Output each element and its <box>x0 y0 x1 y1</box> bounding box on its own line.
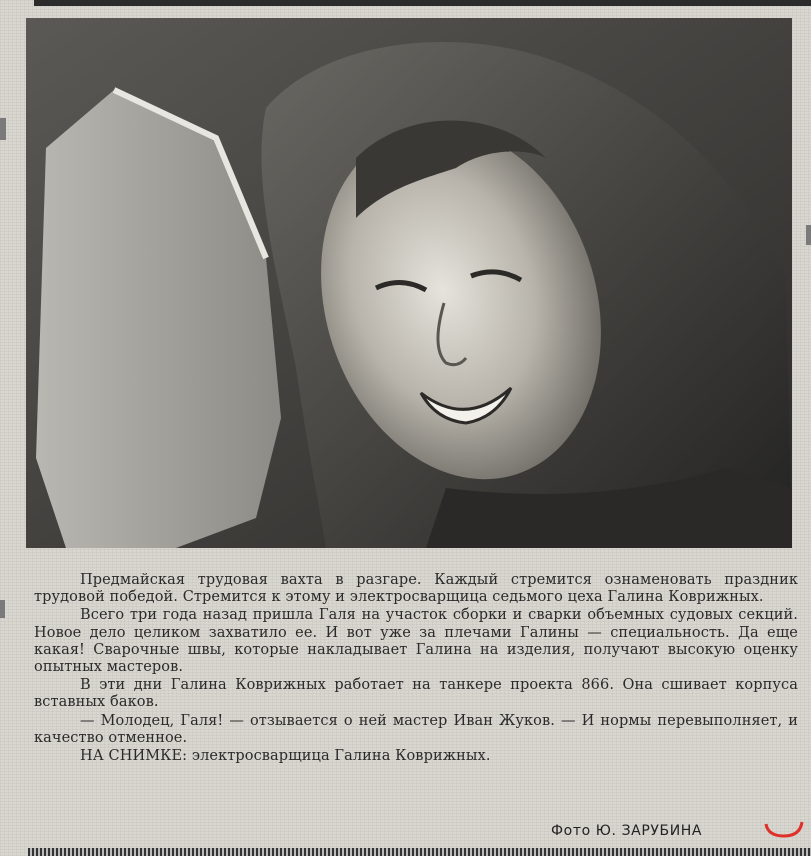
portrait-photo <box>26 18 792 548</box>
article-paragraph: Всего три года назад пришла Галя на участок сборки и сварки объемных судовых секций. Новое дело целиком захватило ее. И вот уже за плечами Галины — специальность. Да еще какая! Сварочные швы, которые накладывает Галина на изделия, получают высокую оценку опытных мастеров. <box>34 607 798 676</box>
article-body <box>34 572 798 766</box>
article-paragraph: — Молодец, Галя! — отзывается о ней мастер Иван Жуков. — И нормы перевыполняет, и качество отменное. <box>34 712 798 746</box>
article-paragraph: В эти дни Галина Коврижных работает на танкере проекта 866. Она сшивает корпуса вставных баков. <box>34 677 798 711</box>
top-rule <box>34 0 811 6</box>
photo-caption: НА СНИМКЕ: электросварщица Галина Коврижных. <box>80 748 491 765</box>
article-paragraph: Предмайская трудовая вахта в разгаре. Каждый стремится ознаменовать праздник трудовой победой. Стремится к этому и электросварщица седьмого цеха Галина Коврижных. <box>34 572 798 606</box>
bottom-rule <box>28 848 811 856</box>
margin-mark <box>0 118 6 140</box>
red-underline-mark <box>762 818 806 840</box>
photo-credit: Фото Ю. ЗАРУБИНА <box>551 823 703 839</box>
margin-mark <box>806 225 811 245</box>
margin-mark <box>0 600 5 618</box>
